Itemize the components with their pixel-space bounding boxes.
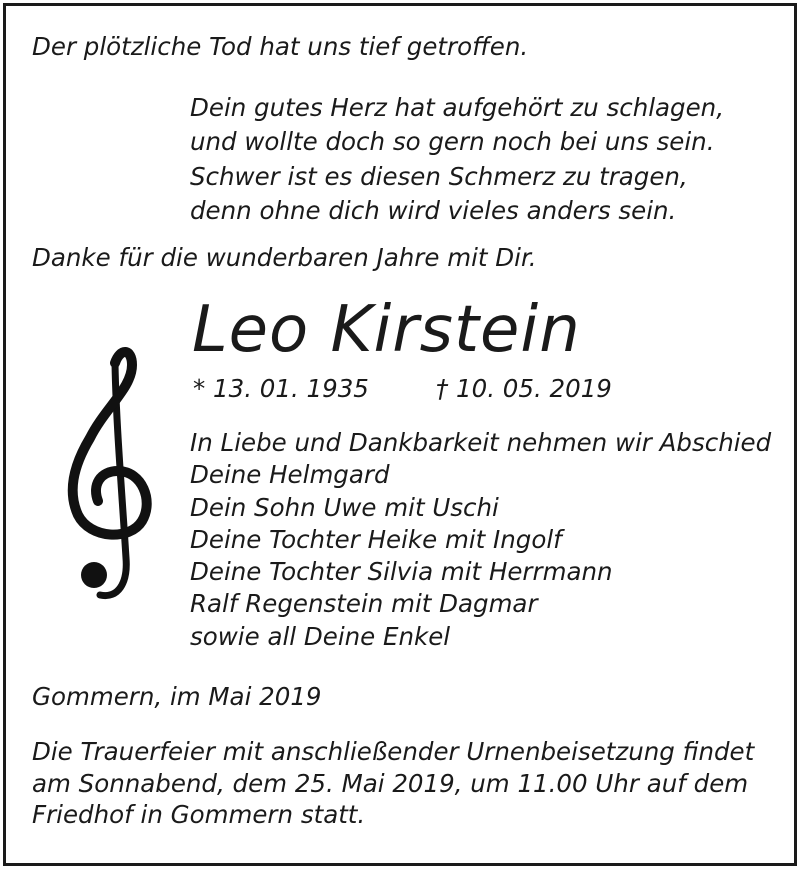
mourners-line: Dein Sohn Uwe mit Uschi — [190, 492, 499, 522]
poem-line: und wollte doch so gern noch bei uns sein. — [190, 127, 715, 157]
mourners-line: In Liebe und Dankbarkeit nehmen wir Abschied — [190, 428, 772, 457]
birth-date: * 13. 01. 1935 — [193, 374, 369, 403]
mourners-line: Deine Helmgard — [190, 460, 390, 490]
ceremony-line: Die Trauerfeier mit anschließender Urnenbeisetzung findet — [32, 737, 755, 766]
mourners-line: Deine Tochter Silvia mit Herrmann — [190, 557, 613, 587]
ceremony-info — [32, 736, 754, 831]
death-date: † 10. 05. 2019 — [436, 374, 612, 403]
ceremony-line: am Sonnabend, dem 25. Mai 2019, um 11.00 Uhr auf dem — [32, 768, 749, 798]
poem — [190, 91, 724, 228]
mourners-list — [190, 427, 771, 653]
place-date: Gommern, im Mai 2019 — [32, 682, 322, 711]
intro-line: Der plötzliche Tod hat uns tief getroffen. — [32, 32, 529, 61]
thanks-line: Danke für die wunderbaren Jahre mit Dir. — [32, 243, 537, 272]
mourners-line: sowie all Deine Enkel — [190, 621, 451, 651]
poem-line: denn ohne dich wird vieles anders sein. — [190, 195, 677, 225]
deceased-name: Leo Kirstein — [192, 293, 581, 367]
poem-line: Dein gutes Herz hat aufgehört zu schlagen, — [190, 93, 724, 122]
mourners-line: Ralf Regenstein mit Dagmar — [190, 589, 538, 619]
poem-line: Schwer ist es diesen Schmerz zu tragen, — [190, 161, 688, 191]
ceremony-line: Friedhof in Gommern statt. — [32, 800, 366, 829]
treble-clef-icon — [60, 343, 160, 603]
mourners-line: Deine Tochter Heike mit Ingolf — [190, 524, 562, 554]
